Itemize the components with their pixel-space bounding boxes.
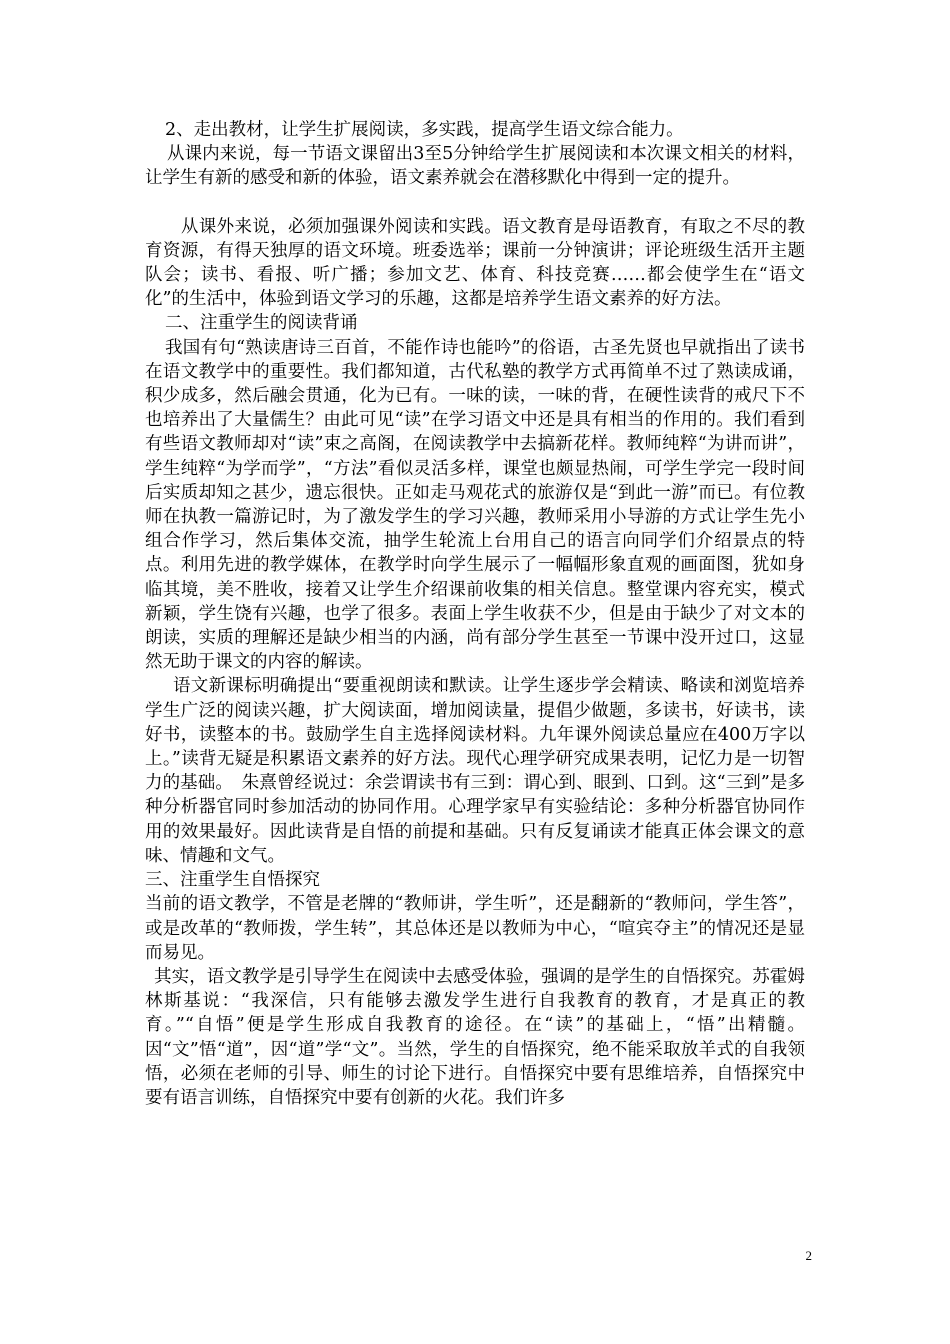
body-text: [145, 118, 805, 1110]
section-heading-reading-recitation: 二、注重学生的阅读背诵: [165, 313, 358, 334]
heading-2-expand-reading: 2、走出教材，让学生扩展阅读，多实践，提高学生语文综合能力。: [165, 120, 684, 140]
paragraph-reading-importance: 我国有句“熟读唐诗三百首，不能作诗也能吟”的俗语，古圣先贤也早就指出了读书在语文教学中的重要性。我们都知道，古代私塾的教学方式再简单不过了熟读成诵，积少成多，然后融会贯通，化为已有。一味的读，一味的背，在硬性读背的戒尺下不也培养出了大量儒生？由此可见“读”在学习语文中还是具有相当的作用的。我们看到有些语文教师却对“读”束之高阁，在阅读教学中去搞新花样。教师纯粹“为讲而讲”，学生纯粹“为学而学”，“方法”看似灵活多样，课堂也颇显热闹，可学生学完一段时间后实质却知之甚少，遗忘很快。正如走马观花式的旅游仅是“到此一游”而已。有位教师在执教一篇游记时，为了激发学生的学习兴趣，教师采用小导游的方式让学生先小组合作学习，然后集体交流，抽学生轮流上台用自己的语言向同学们介绍景点的特点。利用先进的教学媒体，在教学时向学生展示了一幅幅形象直观的画面图，犹如身临其境，美不胜收，接着又让学生介绍课前收集的相关信息。整堂课内容充实，模式新颖，学生饶有兴趣，也学了很多。表面上学生收获不少，但是由于缺少了对文本的朗读，实质的理解还是缺少相当的内涵，尚有部分学生甚至一节课中没开过口，这显然无助于课文的内容的解读。: [145, 337, 805, 673]
paragraph-self-enlightenment: 其实，语文教学是引导学生在阅读中去感受体验，强调的是学生的自悟探究。苏霍姆林斯基说：“我深信，只有能够去激发学生进行自我教育的教育，才是真正的教育。”“自悟”便是学生形成自我教育的途径。在“读”的基础上，“悟”出精髓。因“文”悟“道”，因“道”学“文”。当然，学生的自悟探究，绝不能采取放羊式的自我领悟，必须在老师的引导、师生的讨论下进行。自悟探究中要有思维培养，自悟探究中要有语言训练，自悟探究中要有创新的火花。我们许多: [145, 966, 805, 1108]
section-heading-self-inquiry: 三、注重学生自悟探究: [145, 870, 320, 891]
page-number: 2: [805, 1248, 812, 1263]
paragraph-in-class: 从课内来说，每一节语文课留出3至5分钟给学生扩展阅读和本次课文相关的材料，让学生有新的感受和新的体验，语文素养就会在潜移默化中得到一定的提升。: [145, 144, 805, 189]
blank-line: [145, 191, 805, 215]
paragraph-teacher-centered: 当前的语文教学，不管是老牌的“教师讲，学生听”，还是翻新的“教师问，学生答”，或是改革的“教师拨，学生转”，其总体还是以教师为中心，“喧宾夺主”的情况还是显而易见。: [145, 894, 805, 963]
paragraph-curriculum-standard: 语文新课标明确提出“要重视朗读和默读。让学生逐步学会精读、略读和浏览培养学生广泛的阅读兴趣，扩大阅读面，增加阅读量，提倡少做题，多读书，好读书，读好书，读整本的书。鼓励学生自主选择阅读材料。九年课外阅读总量应在400万字以上。”读背无疑是积累语文素养的好方法。现代心理学研究成果表明，记忆力是一切智力的基础。 朱熹曾经说过：余尝谓读书有三到：谓心到、眼到、口到。这“三到”是多种分析器官同时参加活动的协同作用。心理学家早有实验结论：多种分析器官协同作用的效果最好。因此读背是自悟的前提和基础。只有反复诵读才能真正体会课文的意味、情趣和文气。: [145, 676, 805, 866]
paragraph-out-of-class: 从课外来说，必须加强课外阅读和实践。语文教育是母语教育，有取之不尽的教育资源，有得天独厚的语文环境。班委选举；课前一分钟演讲；评论班级生活开主题队会；读书、看报、听广播；参加文艺、体育、科技竞赛……都会使学生在“语文化”的生活中，体验到语文学习的乐趣，这都是培养学生语文素养的好方法。: [145, 216, 805, 310]
